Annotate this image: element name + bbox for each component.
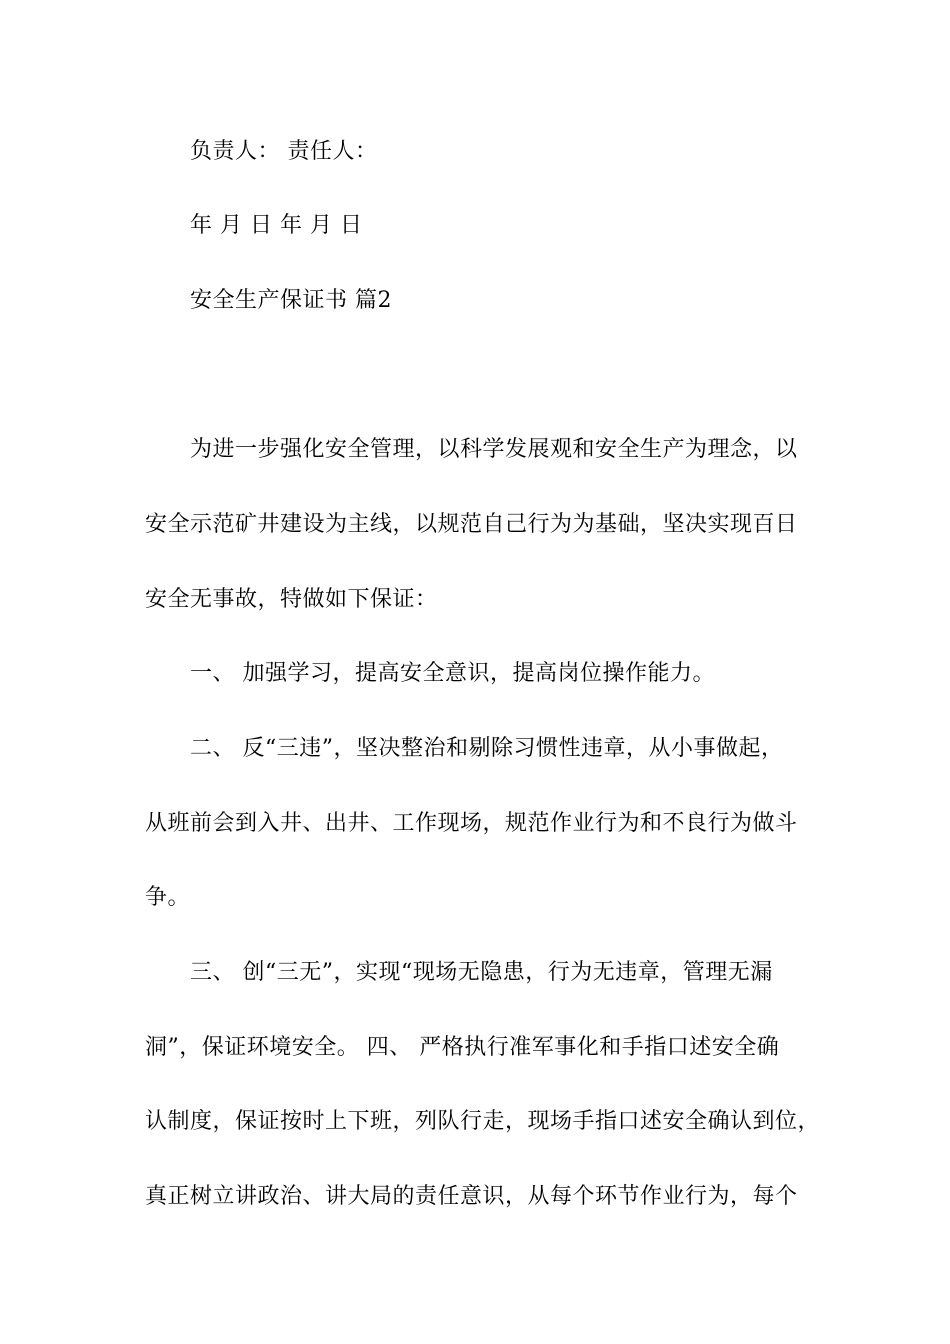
paragraph-line: 争。 <box>145 885 191 910</box>
paragraph-line: 安全无事故，特做如下保证： <box>145 587 438 612</box>
paragraph-line: 为进一步强化安全管理，以科学发展观和安全生产为理念，以 <box>190 437 798 462</box>
paragraph-line: 真正树立讲政治、讲大局的责任意识，从每个环节作业行为，每个 <box>145 1184 798 1209</box>
section-heading: 安全生产保证书 篇2 <box>190 288 392 313</box>
paragraph-line: 安全示范矿井建设为主线，以规范自己行为为基础，坚决实现百日 <box>145 512 798 537</box>
list-item-line: 一、 加强学习，提高安全意识，提高岗位操作能力。 <box>190 661 715 686</box>
list-item-line: 二、 反“三违”，坚决整治和剔除习惯性违章，从小事做起， <box>190 736 784 761</box>
paragraph-line: 从班前会到入井、出井、工作现场，规范作业行为和不良行为做斗 <box>145 811 798 836</box>
paragraph-line: 认制度，保证按时上下班，列队行走，现场手指口述安全确认到位， <box>145 1109 821 1134</box>
list-item-line: 三、 创“三无”，实现“现场无隐患，行为无违章，管理无漏 <box>190 960 773 985</box>
paragraph-line: 洞”，保证环境安全。 四、 严格执行准军事化和手指口述安全确 <box>145 1035 780 1060</box>
signature-line: 负责人： 责任人： <box>190 139 378 164</box>
date-line: 年 月 日 年 月 日 <box>190 213 363 238</box>
